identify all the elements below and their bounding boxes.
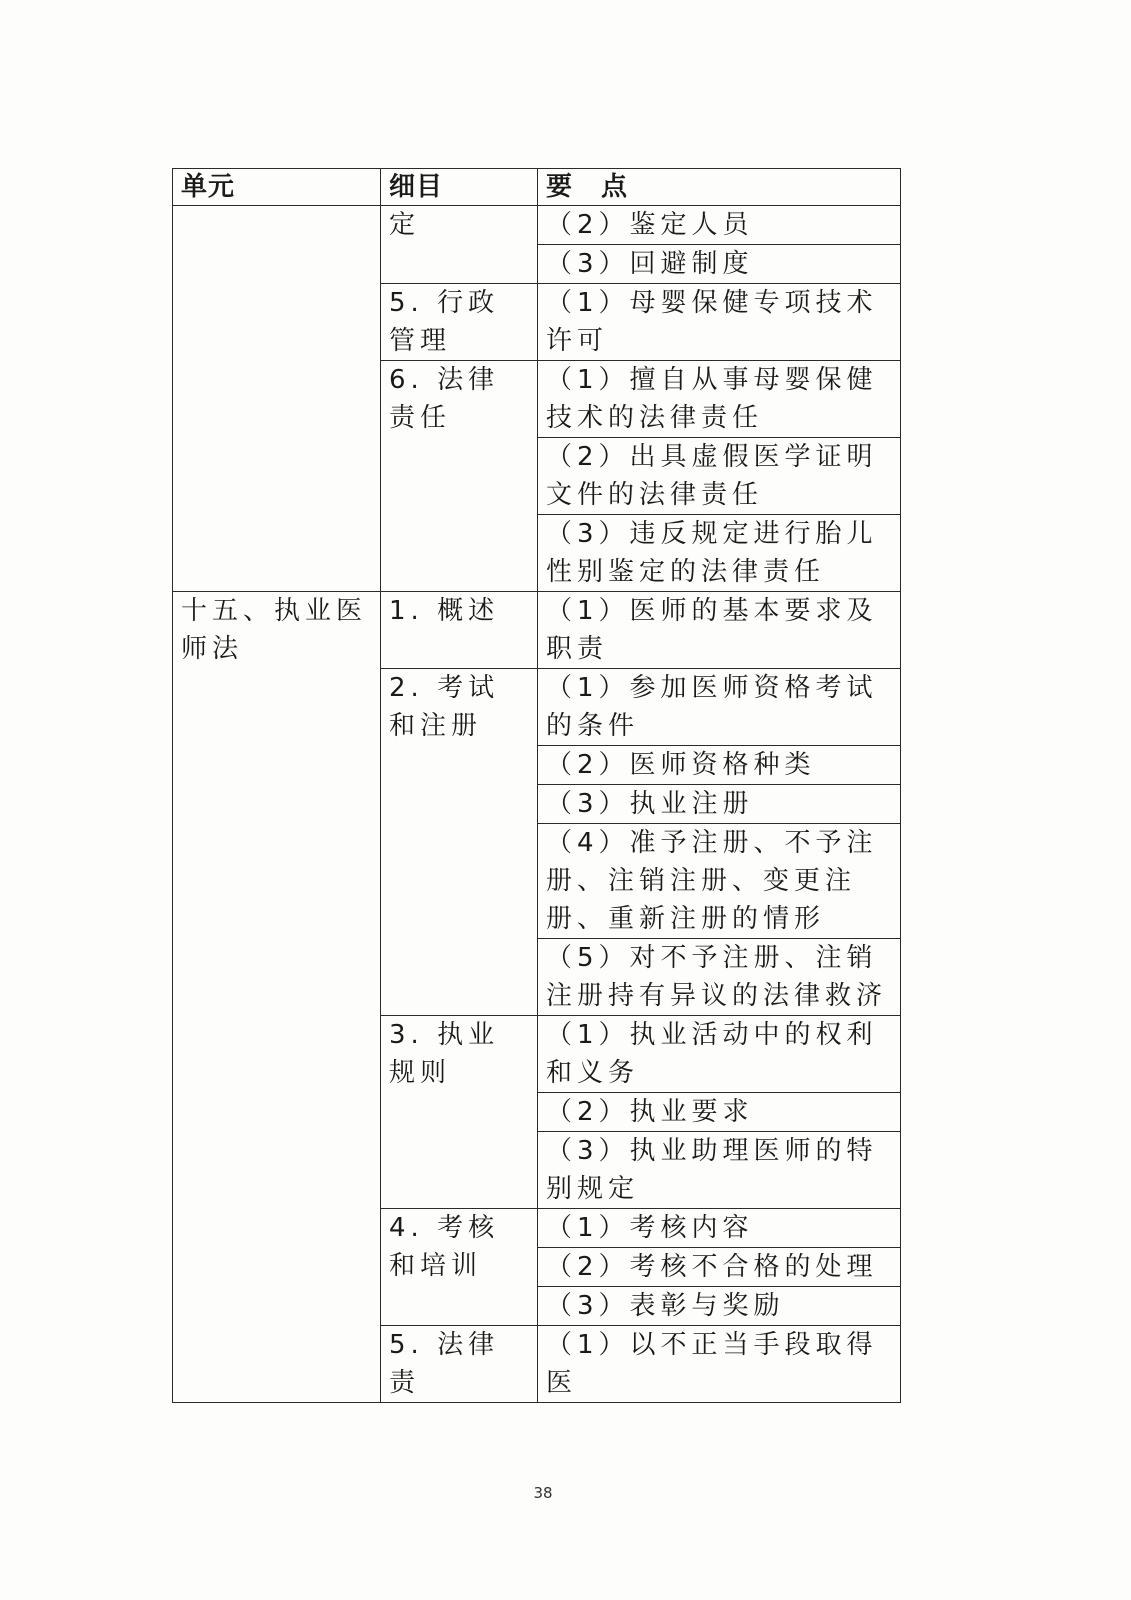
- point-cell: （1）医师的基本要求及职责: [538, 592, 901, 669]
- point-cell: （3）表彰与奖励: [538, 1287, 901, 1326]
- point-cell: （1）母婴保健专项技术许可: [538, 284, 901, 361]
- detail-cell: 5. 法律责: [381, 1326, 538, 1403]
- header-detail: 细目: [381, 169, 538, 206]
- point-cell: （2）鉴定人员: [538, 206, 901, 245]
- point-cell: （3）违反规定进行胎儿性别鉴定的法律责任: [538, 515, 901, 592]
- detail-cell: 4. 考核和培训: [381, 1209, 538, 1326]
- detail-cell: 2. 考试和注册: [381, 669, 538, 1016]
- point-cell: （2）执业要求: [538, 1093, 901, 1132]
- unit-cell-continued: [173, 206, 381, 592]
- header-unit: 单元: [173, 169, 381, 206]
- detail-cell: 1. 概述: [381, 592, 538, 669]
- page-number: 38: [533, 1484, 553, 1502]
- point-cell: （5）对不予注册、注销注册持有异议的法律救济: [538, 939, 901, 1016]
- point-cell: （1）执业活动中的权利和义务: [538, 1016, 901, 1093]
- point-cell: （2）考核不合格的处理: [538, 1248, 901, 1287]
- point-cell: （4）准予注册、不予注册、注销注册、变更注册、重新注册的情形: [538, 824, 901, 939]
- point-cell: （1）考核内容: [538, 1209, 901, 1248]
- table-row: [173, 206, 901, 245]
- point-cell: （1）参加医师资格考试的条件: [538, 669, 901, 746]
- point-cell: （1）以不正当手段取得医: [538, 1326, 901, 1403]
- unit-cell: 十五、执业医师法: [173, 592, 381, 1403]
- detail-cell: 5. 行政管理: [381, 284, 538, 361]
- detail-cell: 6. 法律责任: [381, 361, 538, 592]
- point-cell: （3）回避制度: [538, 245, 901, 284]
- point-cell: （2）出具虚假医学证明文件的法律责任: [538, 438, 901, 515]
- detail-cell: 定: [381, 206, 538, 284]
- point-cell: （3）执业助理医师的特别规定: [538, 1132, 901, 1209]
- point-cell: （3）执业注册: [538, 785, 901, 824]
- table-header-row: [173, 169, 901, 206]
- point-cell: （2）医师资格种类: [538, 746, 901, 785]
- point-cell: （1）擅自从事母婴保健技术的法律责任: [538, 361, 901, 438]
- syllabus-table: [172, 168, 901, 1403]
- detail-cell: 3. 执业规则: [381, 1016, 538, 1209]
- table-row: [173, 592, 901, 669]
- header-points: 要 点: [538, 169, 901, 206]
